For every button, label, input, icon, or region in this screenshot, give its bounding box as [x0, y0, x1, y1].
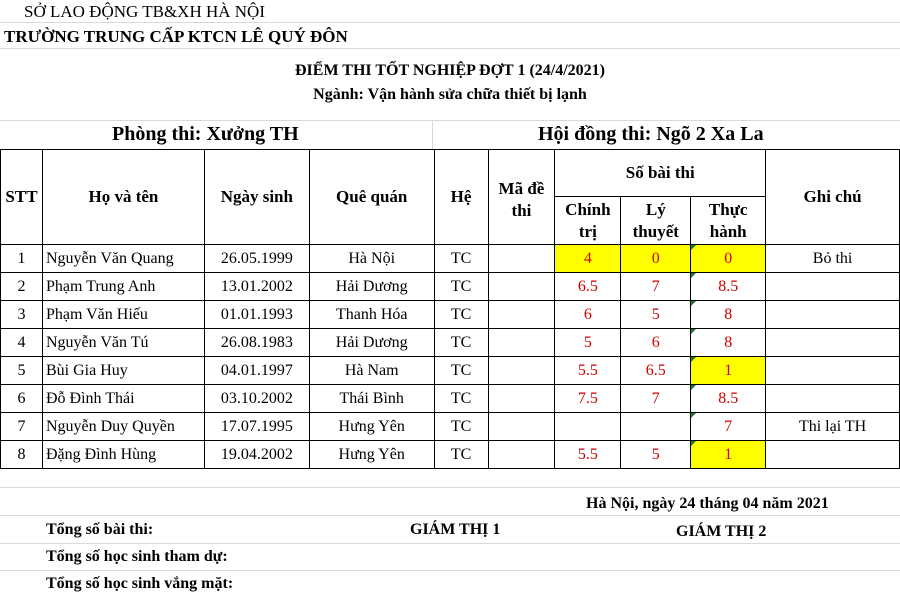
row-name: Phạm Trung Anh	[42, 273, 204, 301]
header-theory-line2: thuyết	[632, 221, 679, 241]
row-score-theory: 5	[621, 441, 691, 469]
header-name: Họ và tên	[42, 150, 204, 245]
gridline	[432, 120, 433, 149]
row-score-politics: 6.5	[555, 273, 621, 301]
row-dob: 03.10.2002	[204, 385, 309, 413]
table-row	[1, 245, 900, 273]
header-practice-line1: Thực	[708, 199, 748, 219]
row-note: Bỏ thi	[766, 245, 900, 273]
row-score-practice: 1	[691, 441, 766, 469]
row-stt: 8	[1, 441, 43, 469]
header-exam-code-line2: thi	[511, 201, 532, 220]
supervisor-2-label: GIÁM THỊ 2	[676, 523, 767, 540]
row-score-practice: 8.5	[691, 385, 766, 413]
row-note	[766, 385, 900, 413]
row-system: TC	[434, 441, 488, 469]
row-system: TC	[434, 245, 488, 273]
date-line: Hà Nội, ngày 24 tháng 04 năm 2021	[586, 495, 829, 512]
header-politics-line1: Chính	[565, 199, 611, 219]
row-score-politics	[555, 413, 621, 441]
row-stt: 5	[1, 357, 43, 385]
exam-council: Hội đồng thi: Ngõ 2 Xa La	[538, 123, 764, 145]
header-stt: STT	[1, 150, 43, 245]
org-line-2: TRƯỜNG TRUNG CẤP KTCN LÊ QUÝ ĐÔN	[4, 27, 348, 46]
row-score-practice: 8	[691, 301, 766, 329]
gridline	[0, 48, 900, 49]
table-row	[1, 357, 900, 385]
table-row	[1, 273, 900, 301]
row-hometown: Hưng Yên	[309, 413, 434, 441]
gridline	[0, 120, 900, 121]
row-score-practice: 7	[691, 413, 766, 441]
row-name: Bùi Gia Huy	[42, 357, 204, 385]
row-name: Đặng Đình Hùng	[42, 441, 204, 469]
page-title: ĐIỂM THI TỐT NGHIỆP ĐỢT 1 (24/4/2021)	[295, 62, 605, 79]
row-score-practice: 8	[691, 329, 766, 357]
supervisor-1-label: GIÁM THỊ 1	[410, 521, 501, 538]
header-politics-line2: trị	[578, 221, 597, 241]
row-system: TC	[434, 385, 488, 413]
row-score-theory	[621, 413, 691, 441]
row-exam-code	[488, 245, 555, 273]
row-system: TC	[434, 329, 488, 357]
row-hometown: Hải Dương	[309, 273, 434, 301]
row-hometown: Hưng Yên	[309, 441, 434, 469]
row-stt: 6	[1, 385, 43, 413]
table-row	[1, 385, 900, 413]
gridline	[0, 543, 900, 544]
row-name: Nguyễn Văn Tú	[42, 329, 204, 357]
row-score-politics: 7.5	[555, 385, 621, 413]
row-note	[766, 329, 900, 357]
header-exam-code	[488, 150, 555, 245]
row-hometown: Hải Dương	[309, 329, 434, 357]
row-exam-code	[488, 329, 555, 357]
row-name: Nguyễn Văn Quang	[42, 245, 204, 273]
row-hometown: Thanh Hóa	[309, 301, 434, 329]
row-stt: 7	[1, 413, 43, 441]
total-present-label: Tổng số học sinh tham dự:	[46, 548, 228, 565]
row-score-politics: 5	[555, 329, 621, 357]
row-exam-code	[488, 385, 555, 413]
gridline	[0, 22, 900, 23]
header-dob: Ngày sinh	[204, 150, 309, 245]
row-name: Nguyễn Duy Quyền	[42, 413, 204, 441]
row-hometown: Hà Nội	[309, 245, 434, 273]
row-hometown: Thái Bình	[309, 385, 434, 413]
exam-room: Phòng thi: Xưởng TH	[112, 123, 299, 145]
row-note	[766, 301, 900, 329]
row-score-theory: 6.5	[621, 357, 691, 385]
row-exam-code	[488, 441, 555, 469]
row-dob: 01.01.1993	[204, 301, 309, 329]
header-theory-line1: Lý	[645, 199, 666, 219]
row-dob: 19.04.2002	[204, 441, 309, 469]
row-note	[766, 357, 900, 385]
header-politics	[555, 197, 621, 245]
row-score-practice: 8.5	[691, 273, 766, 301]
row-exam-code	[488, 413, 555, 441]
row-stt: 1	[1, 245, 43, 273]
header-theory	[621, 197, 691, 245]
row-stt: 4	[1, 329, 43, 357]
org-line-1: SỞ LAO ĐỘNG TB&XH HÀ NỘI	[24, 2, 265, 21]
header-exam-code-line1: Mã đề	[498, 179, 545, 198]
row-note: Thi lại TH	[766, 413, 900, 441]
header-hometown: Quê quán	[309, 150, 434, 245]
row-score-practice: 1	[691, 357, 766, 385]
row-exam-code	[488, 301, 555, 329]
gridline	[0, 487, 900, 488]
table-row	[1, 441, 900, 469]
row-score-politics: 4	[555, 245, 621, 273]
row-score-politics: 5.5	[555, 441, 621, 469]
table-row	[1, 413, 900, 441]
header-system: Hệ	[434, 150, 488, 245]
row-name: Đỗ Đình Thái	[42, 385, 204, 413]
row-score-politics: 5.5	[555, 357, 621, 385]
row-stt: 3	[1, 301, 43, 329]
row-note	[766, 441, 900, 469]
row-stt: 2	[1, 273, 43, 301]
row-score-theory: 5	[621, 301, 691, 329]
header-scores: Số bài thi	[555, 150, 766, 197]
gridline	[0, 515, 900, 516]
row-dob: 26.08.1983	[204, 329, 309, 357]
gridline	[0, 570, 900, 571]
row-score-theory: 6	[621, 329, 691, 357]
row-exam-code	[488, 357, 555, 385]
page-subtitle: Ngành: Vận hành sửa chữa thiết bị lạnh	[313, 86, 587, 103]
row-note	[766, 273, 900, 301]
table-row	[1, 329, 900, 357]
row-system: TC	[434, 357, 488, 385]
row-dob: 17.07.1995	[204, 413, 309, 441]
row-system: TC	[434, 413, 488, 441]
table-row	[1, 301, 900, 329]
total-absent-label: Tổng số học sinh vắng mặt:	[46, 575, 234, 592]
row-system: TC	[434, 301, 488, 329]
row-score-theory: 7	[621, 385, 691, 413]
row-exam-code	[488, 273, 555, 301]
header-practice-line2: hành	[709, 221, 747, 241]
header-practice	[691, 197, 766, 245]
row-score-politics: 6	[555, 301, 621, 329]
grades-table	[0, 149, 900, 469]
row-hometown: Hà Nam	[309, 357, 434, 385]
row-score-theory: 7	[621, 273, 691, 301]
total-papers-label: Tổng số bài thi:	[46, 521, 154, 538]
row-name: Phạm Văn Hiếu	[42, 301, 204, 329]
row-dob: 04.01.1997	[204, 357, 309, 385]
row-dob: 26.05.1999	[204, 245, 309, 273]
row-system: TC	[434, 273, 488, 301]
row-score-practice: 0	[691, 245, 766, 273]
row-dob: 13.01.2002	[204, 273, 309, 301]
header-note: Ghi chú	[766, 150, 900, 245]
row-score-theory: 0	[621, 245, 691, 273]
